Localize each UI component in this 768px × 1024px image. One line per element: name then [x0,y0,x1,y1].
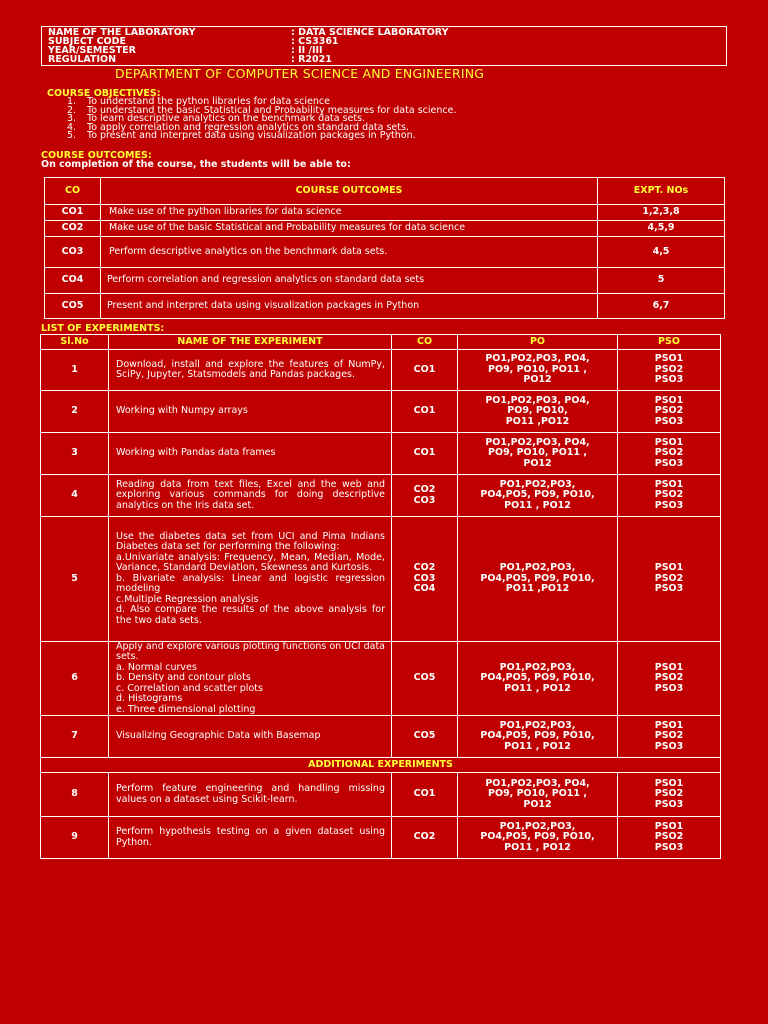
info-label: SUBJECT CODE [48,36,127,47]
cell-pso: PSO1 PSO2 PSO3 [618,517,721,642]
outcomes-table [44,177,725,319]
item-number: 2. [67,104,77,116]
info-row [48,28,720,37]
lab-info-box [41,26,727,66]
header-co: CO [45,178,101,205]
table-row [41,773,721,817]
cell-co: CO5 [392,642,458,716]
cell-po: PO1,PO2,PO3, PO4, PO9, PO10, PO11 ,PO12 [458,391,618,433]
table-header-row [45,178,725,205]
cell-po: PO1,PO2,PO3, PO4,PO5, PO9, PO10, PO11 , PO12 [458,642,618,716]
header-sl: Sl.No [41,335,109,350]
cell-co: CO1 [392,773,458,817]
objectives-heading: COURSE OBJECTIVES: [47,88,161,99]
cell-outcome: Perform correlation and regression analytics on standard data sets [101,268,598,294]
table-row [45,268,725,294]
item-number: 3. [67,113,77,125]
additional-experiments-row [41,758,721,773]
info-value: : R2021 [291,54,332,65]
cell-name: Perform feature engineering and handling missing values on a dataset using Scikit-learn. [109,773,392,817]
cell-outcome: Perform descriptive analytics on the benchmark data sets. [101,237,598,268]
department-title: DEPARTMENT OF COMPUTER SCIENCE AND ENGINEERING [115,66,485,81]
list-item [67,132,456,141]
cell-co: CO1 [392,391,458,433]
table-row [45,205,725,221]
info-row [48,46,720,55]
table-row [41,350,721,391]
cell-sl: 3 [41,433,109,475]
info-row [48,55,720,64]
header-name: NAME OF THE EXPERIMENT [109,335,392,350]
table-row [41,433,721,475]
cell-name: Visualizing Geographic Data with Basemap [109,716,392,758]
cell-expt: 4,5,9 [598,221,725,237]
cell-name: Working with Pandas data frames [109,433,392,475]
table-row [41,391,721,433]
table-row [41,475,721,517]
info-value: : CS3361 [291,36,339,47]
cell-co: CO2 [45,221,101,237]
cell-pso: PSO1 PSO2 PSO3 [618,475,721,517]
cell-name: Perform hypothesis testing on a given dataset using Python. [109,817,392,859]
header-expt: EXPT. NOs [598,178,725,205]
cell-co: CO1 [392,433,458,475]
item-number: 4. [67,121,77,133]
cell-name: Apply and explore various plotting functions on UCI data sets. a. Normal curves b. Density and contour plots c. Correlation and scatter plots d. Histograms e. Three dimensional plotting [109,642,392,716]
item-text: To understand the basic Statistical and Probability measures for data science. [87,104,457,116]
info-label: YEAR/SEMESTER [48,45,136,56]
cell-sl: 6 [41,642,109,716]
experiments-heading: LIST OF EXPERIMENTS: [41,323,165,334]
cell-pso: PSO1 PSO2 PSO3 [618,716,721,758]
outcomes-subtitle: On completion of the course, the students will be able to: [41,159,351,170]
table-row [41,642,721,716]
info-label: REGULATION [48,54,117,65]
table-row [45,294,725,319]
cell-sl: 1 [41,350,109,391]
info-value: : DATA SCIENCE LABORATORY [291,27,449,38]
cell-pso: PSO1 PSO2 PSO3 [618,642,721,716]
item-number: 5. [67,130,77,142]
item-text: To learn descriptive analytics on the benchmark data sets. [87,113,366,125]
cell-name: Working with Numpy arrays [109,391,392,433]
cell-pso: PSO1 PSO2 PSO3 [618,433,721,475]
cell-pso: PSO1 PSO2 PSO3 [618,773,721,817]
table-row [41,716,721,758]
cell-sl: 7 [41,716,109,758]
cell-po: PO1,PO2,PO3, PO4,PO5, PO9, PO10, PO11 ,PO12 [458,517,618,642]
cell-co: CO5 [45,294,101,319]
cell-co: CO4 [45,268,101,294]
item-text: To understand the python libraries for data science [87,96,330,107]
cell-outcome: Present and interpret data using visualization packages in Python [101,294,598,319]
additional-experiments-label: ADDITIONAL EXPERIMENTS [41,758,721,773]
cell-expt: 6,7 [598,294,725,319]
table-row [41,817,721,859]
cell-sl: 5 [41,517,109,642]
info-row [48,37,720,46]
cell-expt: 1,2,3,8 [598,205,725,221]
experiments-table [40,334,721,859]
header-po: PO [458,335,618,350]
cell-name: Reading data from text files, Excel and the web and exploring various commands for doing descriptive analytics on the Iris data set. [109,475,392,517]
item-text: To present and interpret data using visualization packages in Python. [87,130,416,142]
cell-po: PO1,PO2,PO3, PO4,PO5, PO9, PO10, PO11 , PO12 [458,716,618,758]
table-header-row [41,335,721,350]
cell-po: PO1,PO2,PO3, PO4, PO9, PO10, PO11 , PO12 [458,350,618,391]
info-value: : II /III [291,45,323,56]
cell-co: CO2 CO3 CO4 [392,517,458,642]
cell-po: PO1,PO2,PO3, PO4, PO9, PO10, PO11 , PO12 [458,773,618,817]
cell-co: CO3 [45,237,101,268]
outcomes-heading: COURSE OUTCOMES: [41,150,152,161]
item-number: 1. [67,96,77,107]
cell-sl: 8 [41,773,109,817]
cell-po: PO1,PO2,PO3, PO4, PO9, PO10, PO11 , PO12 [458,433,618,475]
cell-po: PO1,PO2,PO3, PO4,PO5, PO9, PO10, PO11 , PO12 [458,817,618,859]
cell-po: PO1,PO2,PO3, PO4,PO5, PO9, PO10, PO11 , PO12 [458,475,618,517]
cell-outcome: Make use of the basic Statistical and Probability measures for data science [101,221,598,237]
cell-sl: 2 [41,391,109,433]
cell-pso: PSO1 PSO2 PSO3 [618,350,721,391]
table-row [45,221,725,237]
cell-expt: 4,5 [598,237,725,268]
cell-pso: PSO1 PSO2 PSO3 [618,817,721,859]
cell-co: CO1 [392,350,458,391]
cell-sl: 9 [41,817,109,859]
cell-co: CO2 CO3 [392,475,458,517]
cell-co: CO2 [392,817,458,859]
header-pso: PSO [618,335,721,350]
header-outcome: COURSE OUTCOMES [101,178,598,205]
cell-pso: PSO1 PSO2 PSO3 [618,391,721,433]
cell-name: Use the diabetes data set from UCI and Pima Indians Diabetes data set for performing the following: a.Univariate analysis: Frequency, Mean, Median, Mode, Variance, Standard Deviation, Skewness and Kurtosis. b. Bivariate analysis: Linear and logistic regression modeling c.Multiple Regression analysis d. Also compare the results of the above analysis for the two data sets. [109,517,392,642]
cell-outcome: Make use of the python libraries for data science [101,205,598,221]
cell-name: Download, install and explore the features of NumPy, SciPy, Jupyter, Statsmodels and Pandas packages. [109,350,392,391]
table-row [45,237,725,268]
info-label: NAME OF THE LABORATORY [48,27,196,38]
header-co: CO [392,335,458,350]
cell-co: CO5 [392,716,458,758]
table-row [41,517,721,642]
item-text: To apply correlation and regression analytics on standard data sets. [87,121,409,133]
cell-sl: 4 [41,475,109,517]
cell-co: CO1 [45,205,101,221]
objectives-list [67,98,456,141]
cell-expt: 5 [598,268,725,294]
